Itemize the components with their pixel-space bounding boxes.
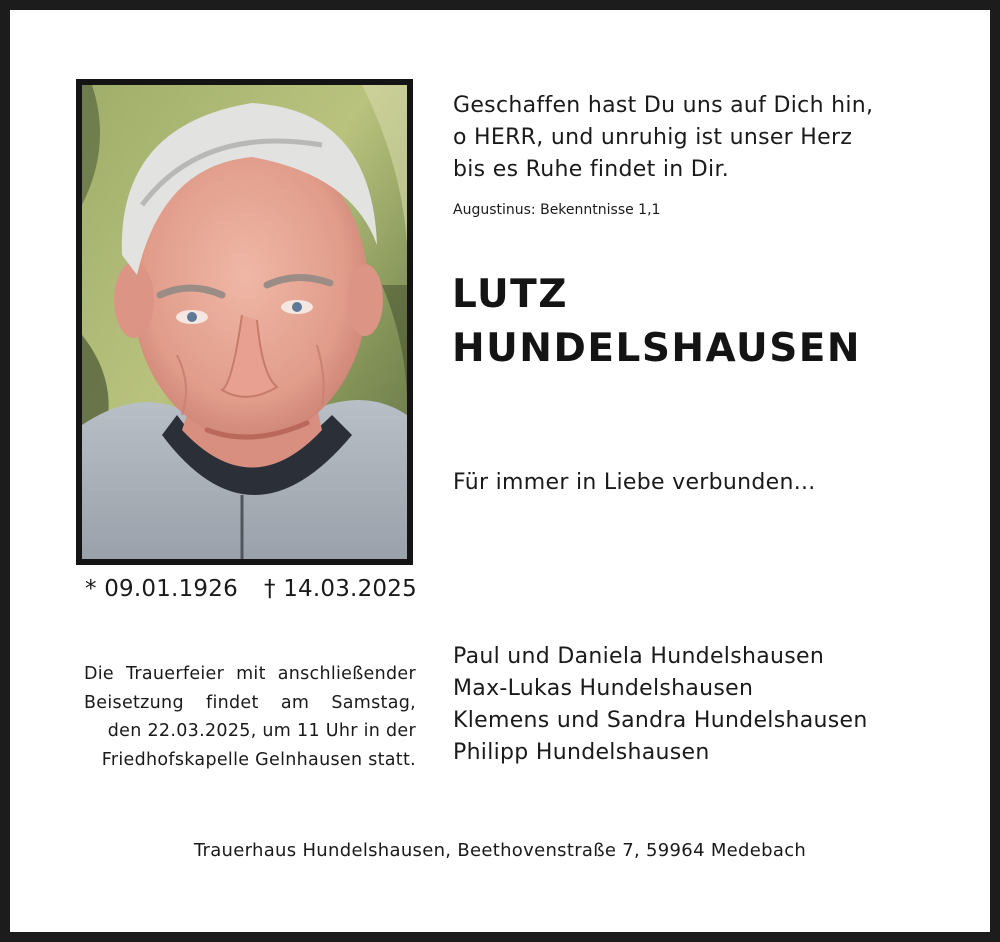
- quote-line: o HERR, und unruhig ist unser Herz: [453, 125, 853, 150]
- death-date: † 14.03.2025: [264, 576, 417, 602]
- mourning-house-address: Trauerhaus Hundelshausen, Beethovenstraße 7, 59964 Medebach: [193, 840, 807, 861]
- last-name: HUNDELSHAUSEN: [452, 326, 862, 371]
- mourner-name: Klemens und Sandra Hundelshausen: [453, 708, 868, 733]
- funeral-info-line: Friedhofskapelle Gelnhausen statt.: [101, 749, 416, 770]
- memorial-line: Für immer in Liebe verbunden...: [453, 470, 816, 495]
- deceased-name: [452, 268, 861, 376]
- quote-line: Geschaffen hast Du uns auf Dich hin,: [453, 93, 874, 118]
- mourner-name: Paul und Daniela Hundelshausen: [453, 644, 825, 669]
- portrait-illustration: [82, 85, 407, 559]
- funeral-info-line: Beisetzung findet am Samstag,: [84, 692, 416, 713]
- first-name: LUTZ: [452, 272, 569, 317]
- mourners-list: [453, 641, 868, 769]
- mourner-name: Max-Lukas Hundelshausen: [453, 676, 754, 701]
- funeral-info-line: Die Trauerfeier mit anschließender: [84, 664, 416, 684]
- portrait-photo: [76, 79, 413, 565]
- bible-quote: [453, 90, 873, 186]
- funeral-info-line: den 22.03.2025, um 11 Uhr in der: [107, 721, 416, 741]
- mourner-name: Philipp Hundelshausen: [453, 740, 710, 765]
- funeral-info: [84, 660, 416, 774]
- birth-date: * 09.01.1926: [85, 576, 238, 602]
- quote-line: bis es Ruhe findet in Dir.: [453, 157, 730, 182]
- quote-source: Augustinus: Bekenntnisse 1,1: [453, 202, 661, 218]
